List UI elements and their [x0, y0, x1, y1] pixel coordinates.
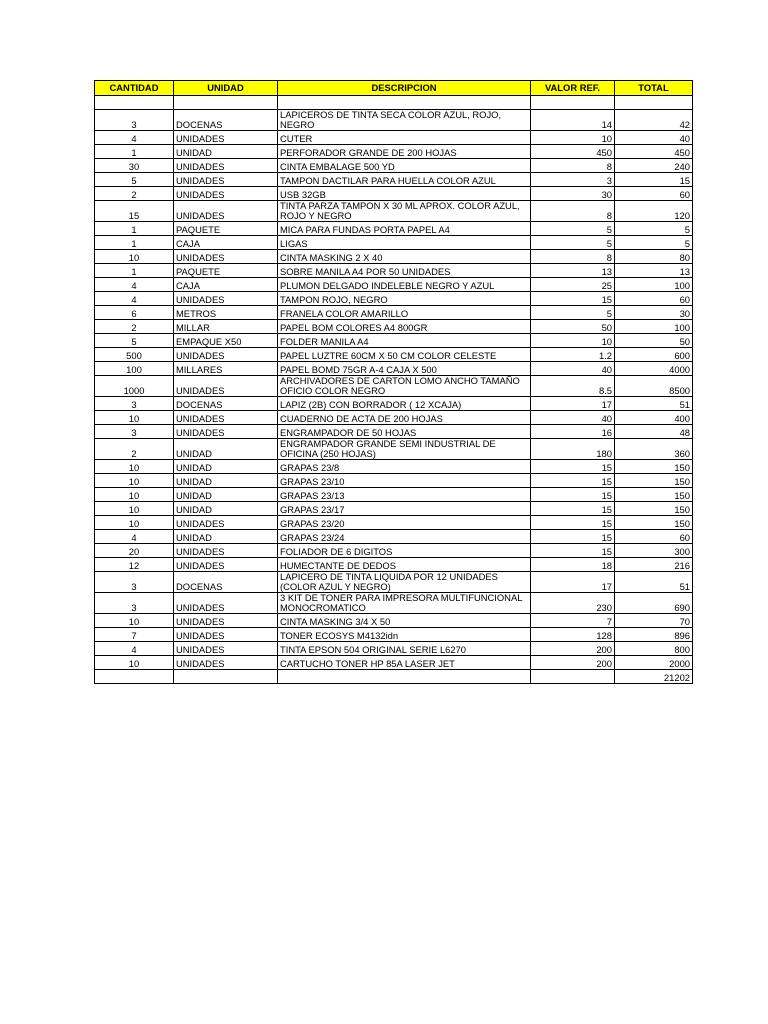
cell-valor-ref: 8	[531, 159, 615, 173]
cell-valor-ref: 40	[531, 362, 615, 376]
cell-descripcion: ENGRAMPADOR DE 50 HOJAS	[278, 425, 531, 439]
cell-valor-ref: 40	[531, 411, 615, 425]
cell-descripcion: GRAPAS 23/10	[278, 474, 531, 488]
table-row	[95, 222, 693, 236]
cell-descripcion: TAMPON DACTILAR PARA HUELLA COLOR AZUL	[278, 173, 531, 187]
cell-unidad: UNIDADES	[174, 544, 278, 558]
cell-cantidad: 10	[95, 488, 174, 502]
cell-cantidad: 10	[95, 656, 174, 670]
header-descripcion: DESCRIPCION	[278, 81, 531, 96]
cell-valor-ref: 450	[531, 145, 615, 159]
cell-cantidad: 7	[95, 628, 174, 642]
cell-descripcion: GRAPAS 23/24	[278, 530, 531, 544]
cell-descripcion: PAPEL BOMD 75GR A-4 CAJA X 500	[278, 362, 531, 376]
cell-valor-ref: 25	[531, 278, 615, 292]
cell-total: 13	[615, 264, 693, 278]
cell-total: 216	[615, 558, 693, 572]
cell-unidad: UNIDAD	[174, 439, 278, 460]
cell-valor-ref: 200	[531, 642, 615, 656]
cell-descripcion: TINTA PARZA TAMPON X 30 ML APROX. COLOR AZUL, ROJO Y NEGRO	[278, 201, 531, 222]
header-total: TOTAL	[615, 81, 693, 96]
cell-descripcion: HUMECTANTE DE DEDOS	[278, 558, 531, 572]
table-row	[95, 334, 693, 348]
table-row	[95, 544, 693, 558]
cell-total: 800	[615, 642, 693, 656]
cell-cantidad: 10	[95, 516, 174, 530]
cell-descripcion: ARCHIVADORES DE CARTON LOMO ANCHO TAMAÑO OFICIO COLOR NEGRO	[278, 376, 531, 397]
cell-unidad: UNIDADES	[174, 656, 278, 670]
table-row	[95, 474, 693, 488]
cell-valor-ref: 13	[531, 264, 615, 278]
cell-cantidad: 500	[95, 348, 174, 362]
cell-cantidad: 10	[95, 474, 174, 488]
cell-valor-ref: 30	[531, 187, 615, 201]
cell-unidad: UNIDAD	[174, 488, 278, 502]
cell-unidad: PAQUETE	[174, 222, 278, 236]
cell-total: 150	[615, 502, 693, 516]
cell-descripcion: PAPEL LUZTRE 60CM X 50 CM COLOR CELESTE	[278, 348, 531, 362]
table-row	[95, 642, 693, 656]
table-row	[95, 516, 693, 530]
cell-total: 51	[615, 572, 693, 593]
cell-total: 600	[615, 348, 693, 362]
table-body	[95, 96, 693, 670]
cell-total: 4000	[615, 362, 693, 376]
cell-total: 100	[615, 320, 693, 334]
cell-unidad: MILLARES	[174, 362, 278, 376]
cell-valor-ref: 15	[531, 530, 615, 544]
cell-total: 48	[615, 425, 693, 439]
cell-unidad: UNIDADES	[174, 173, 278, 187]
cell-unidad: UNIDAD	[174, 530, 278, 544]
cell-unidad: UNIDAD	[174, 145, 278, 159]
table-row	[95, 264, 693, 278]
cell-descripcion: PLUMON DELGADO INDELEBLE NEGRO Y AZUL	[278, 278, 531, 292]
cell-descripcion: USB 32GB	[278, 187, 531, 201]
cell-total: 896	[615, 628, 693, 642]
cell-cantidad: 5	[95, 173, 174, 187]
cell-cantidad: 2	[95, 320, 174, 334]
cell-valor-ref: 15	[531, 502, 615, 516]
cell-valor-ref: 230	[531, 593, 615, 614]
cell-total: 8500	[615, 376, 693, 397]
cell-descripcion: LIGAS	[278, 236, 531, 250]
cell-total: 40	[615, 131, 693, 145]
table-row	[95, 460, 693, 474]
grand-total-row	[95, 670, 693, 684]
cell-cantidad: 4	[95, 292, 174, 306]
cell-descripcion: TAMPON ROJO, NEGRO	[278, 292, 531, 306]
cell-cantidad: 2	[95, 439, 174, 460]
table-row	[95, 628, 693, 642]
cell-total: 360	[615, 439, 693, 460]
cell-total: 5	[615, 236, 693, 250]
cell-total: 60	[615, 292, 693, 306]
cell-descripcion: GRAPAS 23/20	[278, 516, 531, 530]
cell-valor-ref: 15	[531, 460, 615, 474]
cell-descripcion: CARTUCHO TONER HP 85A LASER JET	[278, 656, 531, 670]
cell-valor-ref: 15	[531, 292, 615, 306]
header-cantidad: CANTIDAD	[95, 81, 174, 96]
cell-unidad: UNIDADES	[174, 292, 278, 306]
cell-valor-ref: 17	[531, 397, 615, 411]
cell-descripcion: SOBRE MANILA A4 POR 50 UNIDADES	[278, 264, 531, 278]
cell-valor-ref: 15	[531, 544, 615, 558]
cell-total: 15	[615, 173, 693, 187]
cell-unidad: UNIDADES	[174, 628, 278, 642]
table-row	[95, 558, 693, 572]
table-row	[95, 250, 693, 264]
cell-total: 60	[615, 187, 693, 201]
cell-unidad: EMPAQUE X50	[174, 334, 278, 348]
cell-cantidad: 12	[95, 558, 174, 572]
cell-unidad: DOCENAS	[174, 110, 278, 131]
cell-valor-ref: 15	[531, 474, 615, 488]
cell-cantidad: 1	[95, 236, 174, 250]
cell-valor-ref: 180	[531, 439, 615, 460]
cell-valor-ref: 14	[531, 110, 615, 131]
cell-total: 100	[615, 278, 693, 292]
cell-unidad: UNIDADES	[174, 348, 278, 362]
cell-cantidad: 3	[95, 593, 174, 614]
cell-descripcion: LAPICEROS DE TINTA SECA COLOR AZUL, ROJO, NEGRO	[278, 110, 531, 131]
table-row	[95, 614, 693, 628]
cell-cantidad: 100	[95, 362, 174, 376]
cell-valor-ref: 8.5	[531, 376, 615, 397]
cell-unidad: UNIDADES	[174, 593, 278, 614]
cell-total: 400	[615, 411, 693, 425]
cell-cantidad: 10	[95, 460, 174, 474]
table-row	[95, 362, 693, 376]
cell-descripcion: GRAPAS 23/8	[278, 460, 531, 474]
cell-cantidad: 1000	[95, 376, 174, 397]
supplies-table	[94, 80, 693, 684]
cell-valor-ref: 18	[531, 558, 615, 572]
cell-descripcion: ENGRAMPADOR GRANDE SEMI INDUSTRIAL DE OFICINA (250 HOJAS)	[278, 439, 531, 460]
cell-cantidad: 3	[95, 397, 174, 411]
table-row	[95, 187, 693, 201]
cell-descripcion: GRAPAS 23/17	[278, 502, 531, 516]
cell-total: 690	[615, 593, 693, 614]
header-unidad: UNIDAD	[174, 81, 278, 96]
cell-unidad: CAJA	[174, 236, 278, 250]
cell-descripcion: FOLDER MANILA A4	[278, 334, 531, 348]
cell-unidad: UNIDADES	[174, 516, 278, 530]
cell-descripcion: PERFORADOR GRANDE DE 200 HOJAS	[278, 145, 531, 159]
cell-unidad: UNIDADES	[174, 131, 278, 145]
cell-total: 50	[615, 334, 693, 348]
table-row	[95, 145, 693, 159]
cell-unidad: DOCENAS	[174, 572, 278, 593]
table-row	[95, 110, 693, 131]
cell-total: 60	[615, 530, 693, 544]
cell-cantidad: 3	[95, 572, 174, 593]
table-row	[95, 593, 693, 614]
cell-descripcion: LAPIZ (2B) CON BORRADOR ( 12 XCAJA)	[278, 397, 531, 411]
cell-total: 150	[615, 488, 693, 502]
cell-unidad: UNIDADES	[174, 201, 278, 222]
cell-unidad: PAQUETE	[174, 264, 278, 278]
cell-unidad: DOCENAS	[174, 397, 278, 411]
cell-descripcion: CINTA MASKING 2 X 40	[278, 250, 531, 264]
cell-unidad: METROS	[174, 306, 278, 320]
cell-unidad: UNIDADES	[174, 642, 278, 656]
cell-descripcion: CINTA EMBALAGE 500 YD	[278, 159, 531, 173]
table-row	[95, 320, 693, 334]
cell-cantidad: 5	[95, 334, 174, 348]
table-row	[95, 236, 693, 250]
table-row	[95, 488, 693, 502]
cell-descripcion: MICA PARA FUNDAS PORTA PAPEL A4	[278, 222, 531, 236]
cell-total: 240	[615, 159, 693, 173]
cell-cantidad: 4	[95, 278, 174, 292]
table-row	[95, 425, 693, 439]
table-row	[95, 306, 693, 320]
cell-unidad: UNIDADES	[174, 425, 278, 439]
cell-unidad: UNIDADES	[174, 411, 278, 425]
table-row	[95, 278, 693, 292]
cell-valor-ref: 10	[531, 131, 615, 145]
cell-descripcion: 3 KIT DE TONER PARA IMPRESORA MULTIFUNCIONAL MONOCROMATICO	[278, 593, 531, 614]
cell-unidad: UNIDAD	[174, 460, 278, 474]
cell-total: 80	[615, 250, 693, 264]
cell-descripcion: TINTA EPSON 504 ORIGINAL SERIE L6270	[278, 642, 531, 656]
cell-descripcion: PAPEL BOM COLORES A4 800GR	[278, 320, 531, 334]
table-row	[95, 201, 693, 222]
cell-total: 120	[615, 201, 693, 222]
cell-cantidad: 3	[95, 425, 174, 439]
cell-valor-ref: 50	[531, 320, 615, 334]
cell-cantidad: 4	[95, 642, 174, 656]
table-row	[95, 530, 693, 544]
cell-descripcion: TONER ECOSYS M4132idn	[278, 628, 531, 642]
table-row	[95, 376, 693, 397]
cell-cantidad: 10	[95, 502, 174, 516]
table-row	[95, 502, 693, 516]
cell-valor-ref: 16	[531, 425, 615, 439]
table-row	[95, 411, 693, 425]
cell-valor-ref: 5	[531, 236, 615, 250]
cell-unidad: UNIDADES	[174, 376, 278, 397]
cell-cantidad: 6	[95, 306, 174, 320]
cell-valor-ref: 5	[531, 222, 615, 236]
cell-cantidad: 4	[95, 131, 174, 145]
cell-total: 150	[615, 460, 693, 474]
cell-cantidad: 10	[95, 614, 174, 628]
cell-unidad: UNIDADES	[174, 187, 278, 201]
cell-total: 150	[615, 516, 693, 530]
cell-descripcion: CINTA MASKING 3/4 X 50	[278, 614, 531, 628]
cell-cantidad: 3	[95, 110, 174, 131]
cell-cantidad: 15	[95, 201, 174, 222]
cell-valor-ref: 10	[531, 334, 615, 348]
cell-total: 30	[615, 306, 693, 320]
cell-cantidad: 4	[95, 530, 174, 544]
table-row	[95, 348, 693, 362]
cell-total: 300	[615, 544, 693, 558]
cell-total: 450	[615, 145, 693, 159]
cell-unidad: MILLAR	[174, 320, 278, 334]
table-row	[95, 159, 693, 173]
cell-cantidad: 10	[95, 250, 174, 264]
cell-descripcion: FRANELA COLOR AMARILLO	[278, 306, 531, 320]
table-row	[95, 292, 693, 306]
header-row	[95, 81, 693, 96]
cell-cantidad: 10	[95, 411, 174, 425]
table-row	[95, 572, 693, 593]
cell-cantidad: 2	[95, 187, 174, 201]
cell-unidad: UNIDAD	[174, 502, 278, 516]
cell-descripcion: CUADERNO DE ACTA DE 200 HOJAS	[278, 411, 531, 425]
cell-unidad: UNIDADES	[174, 614, 278, 628]
cell-cantidad: 30	[95, 159, 174, 173]
cell-valor-ref: 17	[531, 572, 615, 593]
cell-total: 42	[615, 110, 693, 131]
cell-descripcion: GRAPAS 23/13	[278, 488, 531, 502]
cell-valor-ref: 5	[531, 306, 615, 320]
cell-valor-ref: 15	[531, 516, 615, 530]
cell-valor-ref: 8	[531, 201, 615, 222]
header-valor-ref: VALOR REF.	[531, 81, 615, 96]
cell-total: 2000	[615, 656, 693, 670]
cell-cantidad: 1	[95, 264, 174, 278]
cell-total: 70	[615, 614, 693, 628]
cell-total: 51	[615, 397, 693, 411]
cell-unidad: UNIDAD	[174, 474, 278, 488]
table-row	[95, 656, 693, 670]
table-row	[95, 439, 693, 460]
cell-cantidad: 20	[95, 544, 174, 558]
table-row	[95, 173, 693, 187]
grand-total-value: 21202	[615, 670, 693, 684]
cell-valor-ref: 15	[531, 488, 615, 502]
cell-valor-ref: 128	[531, 628, 615, 642]
table-row	[95, 397, 693, 411]
cell-unidad: UNIDADES	[174, 250, 278, 264]
cell-valor-ref: 8	[531, 250, 615, 264]
cell-descripcion: LAPICERO DE TINTA LIQUIDA POR 12 UNIDADES (COLOR AZUL Y NEGRO)	[278, 572, 531, 593]
cell-total: 5	[615, 222, 693, 236]
cell-valor-ref: 3	[531, 173, 615, 187]
cell-cantidad: 1	[95, 222, 174, 236]
cell-valor-ref: 1.2	[531, 348, 615, 362]
blank-row	[95, 96, 693, 110]
cell-valor-ref: 7	[531, 614, 615, 628]
cell-cantidad: 1	[95, 145, 174, 159]
cell-unidad: CAJA	[174, 278, 278, 292]
cell-unidad: UNIDADES	[174, 159, 278, 173]
cell-total: 150	[615, 474, 693, 488]
cell-unidad: UNIDADES	[174, 558, 278, 572]
cell-descripcion: FOLIADOR DE 6 DIGITOS	[278, 544, 531, 558]
table-row	[95, 131, 693, 145]
cell-descripcion: CUTER	[278, 131, 531, 145]
cell-valor-ref: 200	[531, 656, 615, 670]
